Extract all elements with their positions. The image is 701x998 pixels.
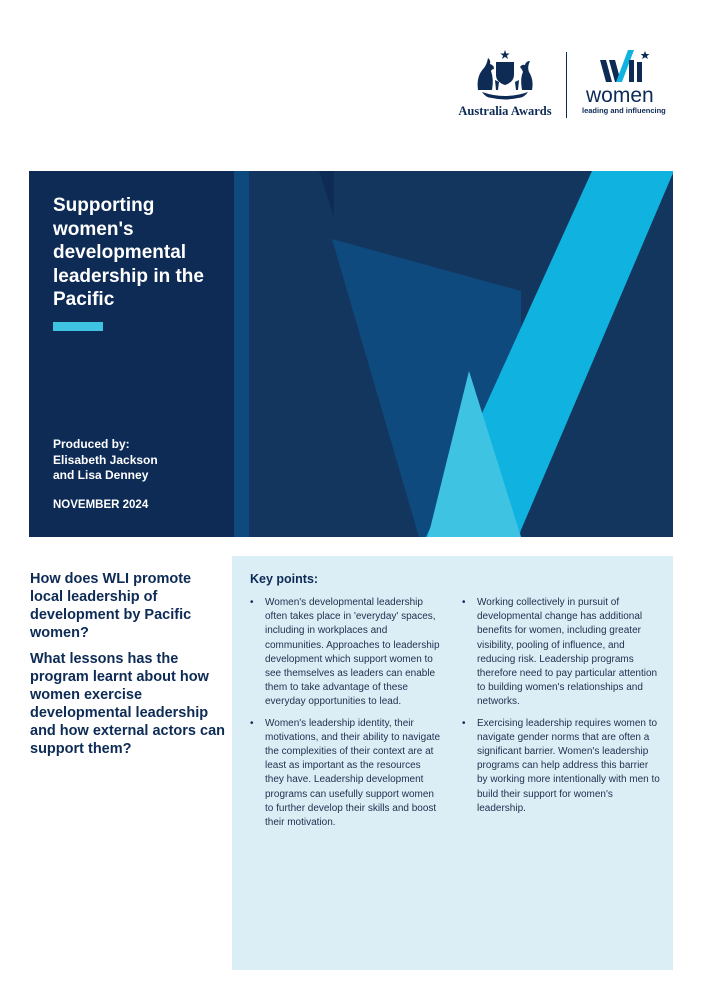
question-1: How does WLI promote local leadership of development by Pacific women? — [30, 571, 192, 641]
key-point-item: • Women's leadership identity, their motivations, and their ability to navigate the complexities of their context are at least as important as the resources they have. Leadership development programs can usefully support women to further develop their skills and boost their motivation. — [250, 717, 442, 831]
cover-hero — [29, 171, 673, 537]
produced-by-label: Produced by: — [53, 437, 130, 451]
coat-of-arms-icon — [470, 48, 540, 100]
authors-line-2: and Lisa Denney — [53, 468, 149, 482]
australia-awards-wordmark: Australia Awards — [458, 104, 552, 118]
key-point-item: • Exercising leadership requires women to navigate gender norms that are often a significant barrier. Women's leadership programs can help address this barrier by working more intentionally with men to build their support for women's leadership. — [462, 717, 660, 816]
header-logos — [440, 48, 680, 124]
wli-mark-icon — [598, 48, 658, 84]
question-2: What lessons has the program learnt about how women exercise developmental leadership and how external actors can support them? — [30, 651, 226, 757]
title-accent-bar — [53, 322, 103, 331]
logo-divider — [566, 52, 567, 118]
key-points-title: Key points: — [250, 572, 319, 586]
key-point-item: • Women's developmental leadership often takes place in 'everyday' spaces, including in workplaces and communities. Approaches to leadership development which support women to see themselves as leaders can enable them to take advantage of these everyday opportunities to lead. — [250, 596, 442, 710]
wli-logo — [580, 48, 680, 115]
wli-women-wordmark: women — [586, 84, 654, 107]
key-points-left-column — [250, 596, 442, 837]
australia-awards-logo — [450, 48, 560, 119]
key-points-panel — [232, 556, 673, 970]
wli-tagline: leading and influencing — [582, 106, 666, 115]
report-title: Supporting women's developmental leadership in the Pacific — [53, 195, 204, 310]
authors-line-1: Elisabeth Jackson — [53, 452, 158, 467]
key-point-item: • Working collectively in pursuit of developmental change has additional benefits for women, including greater visibility, pooling of influence, and reducing risk. Leadership programs therefore need to pay particular attention to building women's relationships and networks. — [462, 596, 660, 710]
publication-date: NOVEMBER 2024 — [53, 499, 149, 511]
key-points-right-column — [462, 596, 660, 823]
producer-credit — [53, 437, 158, 484]
guiding-questions — [30, 570, 228, 766]
